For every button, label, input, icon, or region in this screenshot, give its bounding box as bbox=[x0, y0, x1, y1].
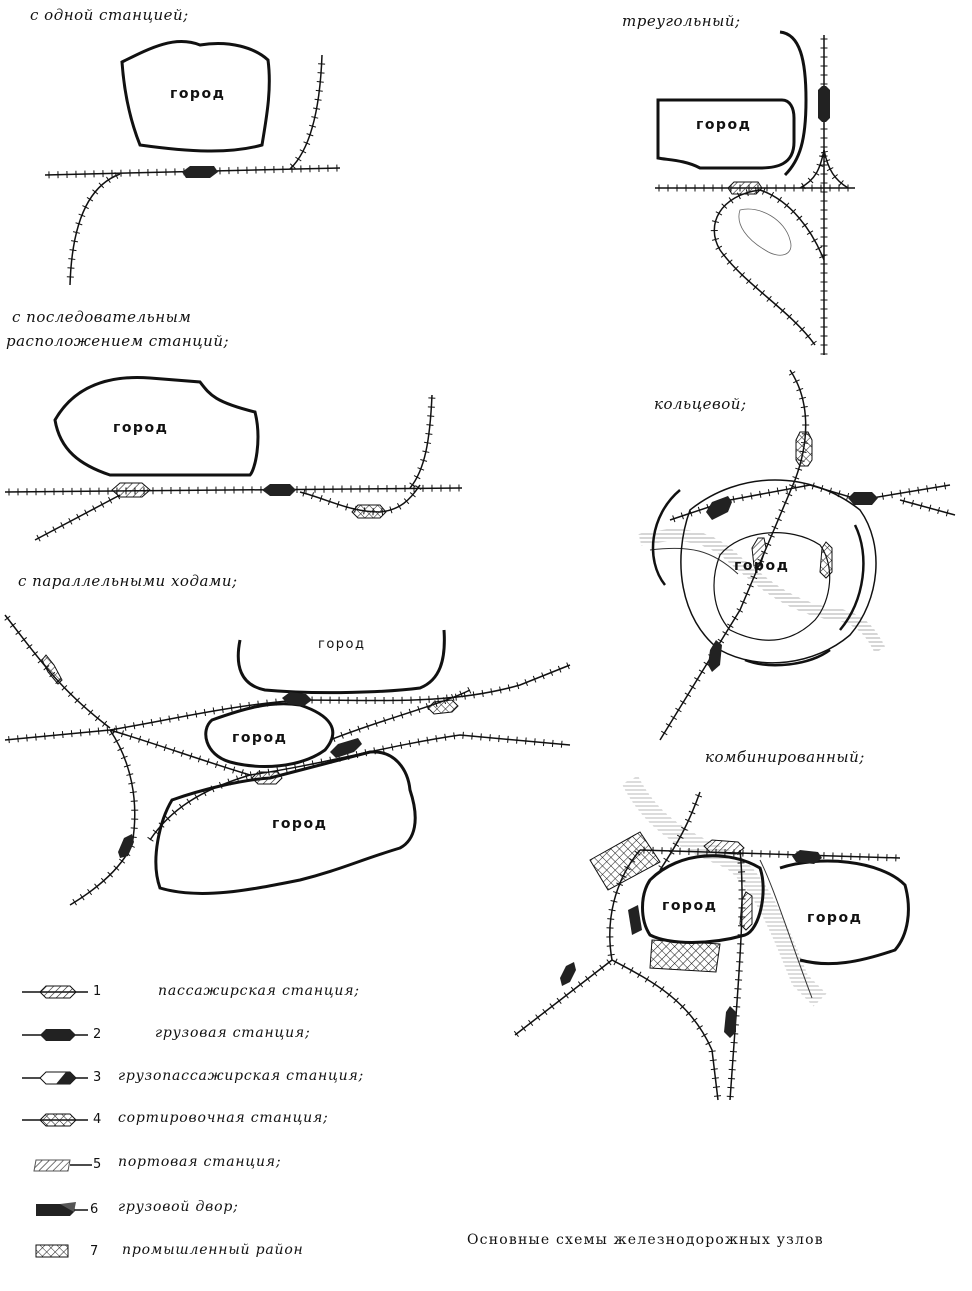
legend-symbol-7 bbox=[36, 1245, 68, 1257]
station-marker bbox=[252, 772, 282, 784]
rail-tie bbox=[131, 801, 138, 802]
rail-tie bbox=[128, 783, 135, 784]
rail-tie bbox=[534, 738, 535, 745]
legend-text: сортировочная станция; bbox=[118, 1110, 329, 1126]
rail-tie bbox=[481, 733, 482, 740]
rail-tie bbox=[607, 946, 614, 947]
island-outline bbox=[739, 209, 791, 255]
station-marker bbox=[704, 840, 744, 854]
legend-text: грузовой двор; bbox=[118, 1199, 239, 1215]
rail-tie bbox=[751, 493, 752, 500]
rail-tie bbox=[710, 1060, 717, 1061]
rail-tie bbox=[125, 724, 126, 731]
rail-tie bbox=[464, 693, 465, 700]
rail-tie bbox=[427, 737, 428, 744]
rail-tie bbox=[295, 157, 301, 161]
caption-sequential-line2: расположением станций; bbox=[6, 332, 230, 350]
rail-tie bbox=[491, 688, 492, 695]
rail-tie bbox=[195, 711, 196, 718]
rail-tie bbox=[160, 717, 161, 724]
rail-tie bbox=[27, 734, 28, 741]
city-label: город bbox=[734, 558, 790, 574]
rail-track bbox=[730, 850, 742, 1100]
rail-tie bbox=[909, 488, 910, 495]
station-marker bbox=[706, 496, 732, 520]
rail-tie bbox=[918, 487, 919, 494]
rail-tie bbox=[409, 740, 410, 747]
city-label: город bbox=[272, 816, 328, 832]
rail-tie bbox=[213, 707, 214, 714]
rail-ties bbox=[762, 188, 825, 258]
city-label: город bbox=[232, 730, 288, 746]
station-marker bbox=[182, 166, 218, 178]
rail-tie bbox=[222, 706, 223, 713]
rail-tie bbox=[400, 742, 401, 749]
scheme-parallel bbox=[5, 615, 570, 905]
rail-tie bbox=[9, 736, 10, 743]
rail-tie bbox=[482, 690, 483, 697]
figure-title: Основные схемы железнодорожных узлов bbox=[467, 1232, 824, 1248]
rail-tie bbox=[517, 737, 518, 744]
rail-tie bbox=[473, 691, 474, 698]
station-marker bbox=[112, 483, 150, 497]
rail-tie bbox=[71, 730, 72, 737]
rail-tie bbox=[383, 746, 384, 753]
rail-tie bbox=[607, 919, 614, 920]
rail-tie bbox=[250, 771, 251, 778]
rail-tie bbox=[711, 1069, 718, 1070]
rail-tie bbox=[609, 909, 616, 910]
caption-parallel: с параллельными ходами; bbox=[18, 572, 238, 590]
station-marker bbox=[848, 492, 878, 505]
rail-ties bbox=[727, 854, 746, 1097]
rail-tie bbox=[891, 491, 892, 498]
rail-tie bbox=[882, 493, 883, 500]
rail-tie bbox=[80, 729, 81, 736]
rail-tie bbox=[315, 99, 322, 100]
rail-track bbox=[150, 775, 250, 840]
rail-tie bbox=[204, 709, 205, 716]
rail-track bbox=[290, 55, 322, 169]
city-outline bbox=[658, 100, 794, 168]
rail-tie bbox=[286, 766, 287, 773]
legend-number: 3 bbox=[93, 1070, 102, 1085]
scheme-ring bbox=[640, 370, 955, 740]
rail-tie bbox=[316, 90, 323, 91]
legend-number: 5 bbox=[93, 1157, 102, 1172]
rail-tie bbox=[142, 721, 143, 728]
caption-triangular: треугольный; bbox=[622, 12, 741, 30]
scheme-combined bbox=[514, 780, 908, 1100]
rail-tie bbox=[98, 728, 99, 735]
city-label: город bbox=[807, 910, 863, 926]
rail-tie bbox=[733, 496, 734, 503]
rail-tie bbox=[36, 734, 37, 741]
rail-track bbox=[760, 190, 824, 260]
station-marker bbox=[262, 484, 296, 496]
rail-tie bbox=[526, 738, 527, 745]
caption-single-station: с одной станцией; bbox=[30, 6, 189, 24]
rail-tie bbox=[80, 894, 84, 900]
rail-ties bbox=[37, 493, 120, 541]
legend-number: 4 bbox=[93, 1112, 102, 1127]
rail-tie bbox=[107, 727, 108, 734]
rail-tie bbox=[786, 486, 787, 493]
rail-tie bbox=[463, 732, 464, 739]
station-marker bbox=[118, 834, 134, 858]
station-marker bbox=[352, 505, 386, 518]
rail-tie bbox=[608, 954, 615, 955]
rail-tie bbox=[231, 705, 232, 712]
industrial-zone bbox=[650, 940, 720, 972]
rail-tie bbox=[131, 828, 138, 829]
legend-number: 7 bbox=[90, 1244, 99, 1259]
rail-ties bbox=[67, 172, 118, 277]
legend-number: 1 bbox=[93, 984, 102, 999]
rail-ties bbox=[711, 187, 817, 345]
rail-tie bbox=[499, 735, 500, 742]
rail-tie bbox=[472, 733, 473, 740]
station-marker bbox=[708, 640, 722, 672]
legend-symbol-2 bbox=[22, 1029, 88, 1041]
rail-tie bbox=[240, 703, 241, 710]
station-marker bbox=[560, 962, 576, 986]
rail-ties bbox=[9, 485, 459, 496]
rail-tie bbox=[712, 1078, 719, 1079]
rail-tie bbox=[70, 250, 77, 251]
legend-symbol-1 bbox=[22, 986, 88, 998]
station-marker bbox=[818, 86, 830, 122]
rail-tie bbox=[68, 259, 75, 260]
rail-track bbox=[612, 960, 718, 1100]
legend-number: 2 bbox=[93, 1027, 102, 1042]
station-marker bbox=[428, 700, 458, 714]
caption-sequential-line1: с последовательным bbox=[12, 308, 192, 326]
rail-tie bbox=[778, 197, 782, 203]
rail-ties bbox=[614, 959, 721, 1097]
rail-tie bbox=[71, 241, 78, 242]
rail-tie bbox=[62, 731, 63, 738]
rail-tie bbox=[313, 108, 320, 109]
rail-tie bbox=[737, 854, 744, 855]
rail-tie bbox=[456, 694, 457, 701]
rail-tie bbox=[67, 268, 74, 269]
legend-symbol-3 bbox=[22, 1072, 88, 1084]
caption-combined: комбинированный; bbox=[705, 748, 865, 766]
rail-tie bbox=[760, 491, 761, 498]
rail-tie bbox=[187, 712, 188, 719]
rail-tie bbox=[714, 1096, 721, 1097]
legend-symbol-5 bbox=[34, 1160, 92, 1171]
city-label: город bbox=[318, 637, 366, 652]
legend-symbols bbox=[22, 986, 92, 1257]
rail-tie bbox=[151, 719, 152, 726]
city-label: город bbox=[696, 117, 752, 133]
rail-tie bbox=[445, 734, 446, 741]
rail-tie bbox=[18, 735, 19, 742]
rail-tie bbox=[53, 732, 54, 739]
rail-tie bbox=[169, 716, 170, 723]
legend-text: портовая станция; bbox=[118, 1154, 282, 1170]
rail-track bbox=[714, 190, 815, 345]
legend-number: 6 bbox=[90, 1202, 99, 1217]
rail-tie bbox=[900, 490, 901, 497]
rail-track bbox=[410, 395, 432, 488]
rail-tie bbox=[777, 488, 778, 495]
rail-tie bbox=[148, 837, 154, 841]
rail-track bbox=[35, 495, 120, 540]
rail-tie bbox=[802, 416, 809, 417]
city-label: город bbox=[113, 420, 169, 436]
rail-tie bbox=[733, 1007, 740, 1008]
rail-tie bbox=[427, 416, 434, 417]
rail-tie bbox=[490, 734, 491, 741]
rail-tie bbox=[178, 714, 179, 721]
rail-tie bbox=[742, 494, 743, 501]
rail-tie bbox=[936, 484, 937, 491]
rail-tie bbox=[508, 736, 509, 743]
rail-tie bbox=[392, 744, 393, 751]
station-marker bbox=[796, 432, 812, 466]
scheme-triangular bbox=[655, 32, 855, 355]
rail-tie bbox=[89, 728, 90, 735]
freight-yard bbox=[628, 905, 642, 935]
caption-ring: кольцевой; bbox=[654, 395, 747, 413]
rail-tie bbox=[801, 407, 808, 408]
rail-tie bbox=[927, 485, 928, 492]
rail-tie bbox=[768, 489, 769, 496]
rail-tie bbox=[317, 82, 324, 83]
rail-tie bbox=[318, 73, 325, 74]
rail-tie bbox=[944, 482, 945, 489]
rail-tie bbox=[561, 741, 562, 748]
rail-tie bbox=[795, 484, 796, 491]
rail-track bbox=[900, 500, 955, 515]
rail-tie bbox=[130, 792, 137, 793]
rail-tie bbox=[106, 177, 110, 183]
scheme-single-station bbox=[45, 41, 340, 285]
legend-symbol-6 bbox=[36, 1202, 88, 1216]
legend-text: грузовая станция; bbox=[155, 1025, 311, 1041]
station-marker bbox=[728, 182, 762, 194]
rail-tie bbox=[425, 434, 432, 435]
rail-tie bbox=[426, 425, 433, 426]
station-marker bbox=[820, 542, 832, 578]
rail-track bbox=[70, 174, 120, 285]
legend-symbol-4 bbox=[22, 1114, 88, 1126]
legend-text: грузопассажирская станция; bbox=[118, 1068, 365, 1084]
rail-tie bbox=[418, 738, 419, 745]
rail-tie bbox=[436, 735, 437, 742]
rail-tie bbox=[713, 1087, 720, 1088]
rail-tie bbox=[424, 442, 431, 443]
rail-tie bbox=[410, 483, 416, 487]
city-label: город bbox=[662, 898, 718, 914]
rail-ties bbox=[332, 687, 470, 742]
rail-tie bbox=[134, 722, 135, 729]
legend-text: промышленный район bbox=[122, 1242, 304, 1258]
legend-text: пассажирская станция; bbox=[158, 983, 360, 999]
rail-tie bbox=[454, 732, 455, 739]
rail-tie bbox=[552, 740, 553, 747]
scheme-sequential bbox=[5, 377, 462, 541]
rail-tie bbox=[709, 1051, 716, 1052]
station-marker bbox=[724, 1006, 736, 1038]
rail-tie bbox=[295, 764, 296, 771]
city-label: город bbox=[170, 86, 226, 102]
rail-tie bbox=[543, 739, 544, 746]
rail-tie bbox=[44, 733, 45, 740]
